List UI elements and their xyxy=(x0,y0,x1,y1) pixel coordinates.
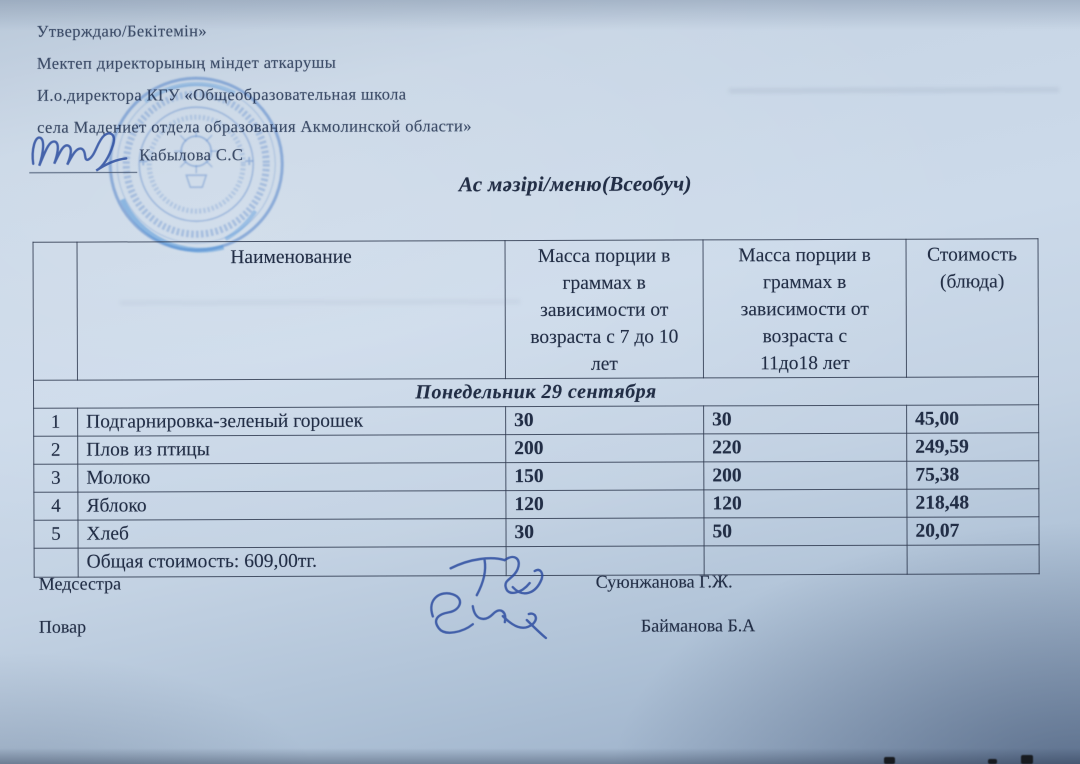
mass-7-10: 150 xyxy=(506,462,704,491)
row-num: 5 xyxy=(34,520,78,548)
director-name: Кабылова С.С xyxy=(139,145,244,165)
empty-cell xyxy=(704,545,907,575)
cost: 45,00 xyxy=(907,405,1039,433)
menu-table xyxy=(33,238,1040,578)
mass-7-10: 30 xyxy=(506,518,704,547)
col-header-num xyxy=(33,242,77,380)
col-header-mass-7-10: Масса порции в граммах в зависимости от возраста с 7 до 10 лет xyxy=(505,240,703,379)
mass-11-18: 200 xyxy=(704,461,907,490)
mass-7-10: 30 xyxy=(506,406,704,435)
dish-name: Плов из птицы xyxy=(78,435,506,464)
mass-11-18: 50 xyxy=(704,517,907,546)
cost: 75,38 xyxy=(907,461,1039,489)
table-row xyxy=(34,517,1039,549)
dish-name: Хлеб xyxy=(78,519,506,548)
cook-signature xyxy=(413,586,553,642)
day-header-row xyxy=(33,377,1038,409)
approval-line-2: Мектеп директорының міндет аткарушы xyxy=(36,52,337,73)
dish-name: Молоко xyxy=(78,463,506,492)
table-row xyxy=(34,461,1039,493)
mass-11-18: 220 xyxy=(704,433,907,462)
mass-7-10: 120 xyxy=(506,490,704,519)
cost: 249,59 xyxy=(907,433,1039,461)
mass-11-18: 120 xyxy=(704,489,907,518)
row-num: 2 xyxy=(34,436,78,464)
dish-name: Яблоко xyxy=(78,491,506,520)
photo-smudge xyxy=(729,88,1059,92)
total-cost: Общая стоимость: 609,00тг. xyxy=(78,547,506,577)
cutoff-text-fragment xyxy=(884,757,895,764)
table-row xyxy=(34,433,1039,465)
mass-11-18: 30 xyxy=(704,405,907,434)
table-row xyxy=(34,489,1039,521)
approval-line-4: села Мадениет отдела образования Акмолинской области» xyxy=(37,116,472,137)
nurse-role-label: Медсестра xyxy=(38,573,122,594)
cost: 218,48 xyxy=(907,489,1039,517)
director-signature xyxy=(27,125,145,177)
row-num: 4 xyxy=(34,492,78,520)
cutoff-text-fragment xyxy=(988,759,997,764)
nurse-name: Суюнжанова Г.Ж. xyxy=(595,571,733,592)
cook-role-label: Повар xyxy=(38,616,87,637)
col-header-name: Наименование xyxy=(77,241,505,380)
cook-name: Байманова Б.А xyxy=(640,615,756,636)
day-header: Понедельник 29 сентября xyxy=(33,377,1038,409)
col-header-mass-11-18: Масса порции в граммах в зависимости от возраста с 11до18 лет xyxy=(703,239,906,378)
mass-7-10: 200 xyxy=(506,434,704,463)
row-num: 1 xyxy=(34,408,78,436)
row-num: 3 xyxy=(34,464,78,492)
dish-name: Подгарнировка-зеленый горошек xyxy=(78,407,506,436)
page-title: Ас мәзірі/меню(Всеобуч) xyxy=(458,171,692,197)
paper-bottom-shadow xyxy=(0,748,1080,764)
table-row xyxy=(34,405,1039,437)
empty-cell xyxy=(907,545,1039,574)
cutoff-text-fragment xyxy=(1021,755,1033,764)
cost: 20,07 xyxy=(907,517,1039,545)
approval-line-3: И.о.директора КГУ «Общеобразовательная школа xyxy=(36,84,407,105)
approval-line-1: Утверждаю/Бекітемін» xyxy=(36,21,208,41)
table-header-row xyxy=(33,239,1038,381)
col-header-cost: Стоимость (блюда) xyxy=(906,239,1038,377)
